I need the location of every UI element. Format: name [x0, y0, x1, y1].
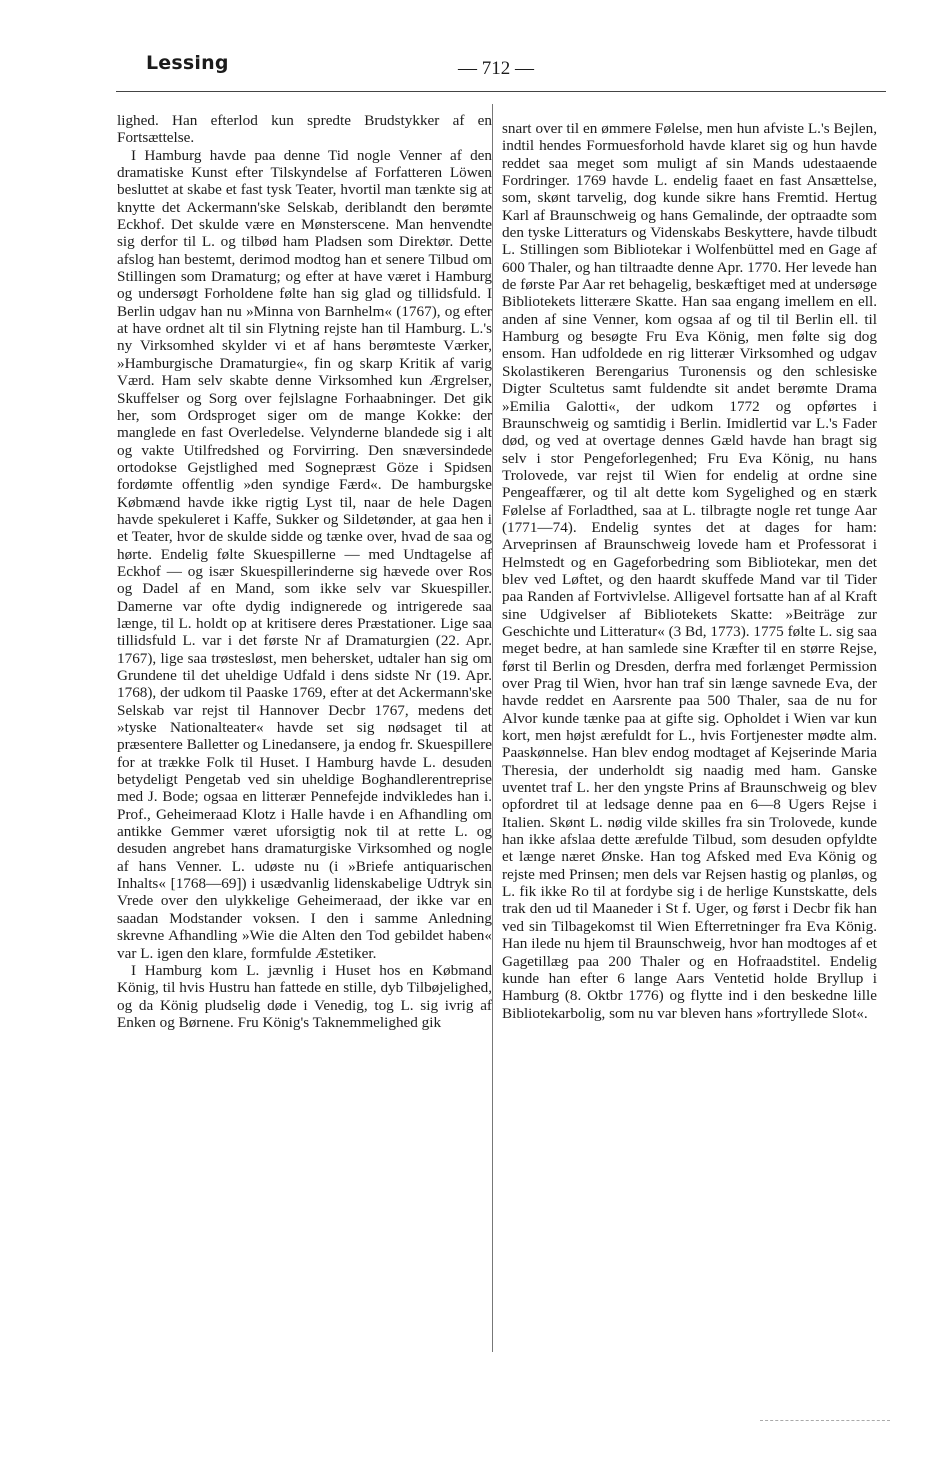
header-rule: [116, 91, 886, 92]
right-paragraph-1: snart over til en ømmere Følelse, men hun afviste L.'s Bejlen, indtil hendes Formuesforhold havde klaret sig og hun havde reddet saa meget som muligt af sin Mands udestaaende Fordringer. 1769 havde L. endelig faaet en fast Ansættelse, som, skønt tarvelig, dog kunde sikre hans Fremtid. Hertug Karl af Braunschweig og hans Gemalinde, der optraadte som den tyske Litteraturs og Videnskabs Beskyttere, havde tilbudt L. Stillingen som Bibliotekar i Wolfenbüttel med en Gage af 600 Thaler, og han tiltraadte denne Apr. 1770. Her levede han de første Par Aar ret behagelig, beskæftiget med at undersøge Bibliotekets litterære Skatte. Han saa engang imellem en ell. anden af sine Venner, kom ogsaa af og til til Berlin ell. til Hamburg og besøgte Fru Eva König, men følte sig dog ensom. Han udfoldede en rig litterær Virksomhed og udgav Skolastikeren Berengarius Turonensis og den schlesiske Digter Scultetus samt fuldendte sit andet berømte Drama »Emilia Galotti«, der udkom 1772 og opførtes i Braunschweig og samtidig i Berlin. Imidlertid var L.'s Fader død, og ved at overtage dennes Gæld havde han bragt sig selv i stor Pengeforlegenhed; Fru Eva König, nu hans Trolovede, var rejst til Wien for endelig at ordne sine Pengeaffærer, og til alt dette kom Sygelighed og en stærk Følelse af Forladthed, saa at L. tilbragte nogle ret tunge Aar (1771—74). Endelig syntes det at dages for ham: Arveprinsen af Braunschweig lovede ham et Professorat i Helmstedt og en Gageforbedring som Bibliotekar, men det blev ved Løftet, og den haardt skuffede Mand var til Tider paa Randen af Fortvivlelse. Alligevel fortsatte han af al Kraft sine Udgivelser af Bibliotekets Skatte: »Beiträge zur Geschichte und Litteratur« (3 Bd, 1773). 1775 følte L. sig saa meget bedre, at han samlede sine Kræfter til en større Rejse, først til Berlin og Dresden, derfra med forlænget Permission over Prag til Wien, hvor han traf sin længe savnede Eva, der havde reddet en Aarsrente paa 500 Thaler, saa de nu for Alvor kunde tænke paa at gifte sig. Opholdet i Wien var kun kort, men højst ærefuldt for L., hvis Fortjenester mødte alm. Paaskønnelse. Han blev endog modtaget af Kejserinde Maria Theresia, der underholdt sig naadig med ham. Ganske uventet traf L. her den yngste Prins af Braunschweig og blev opfordret til at ledsage denne paa en 6—8 Ugers Rejse i Italien. Skønt L. nødig vilde skilles fra sin Trolovede, kunde han ikke afslaa dette ærefulde Tilbud, som desuden opfyldte et længe næret Ønske. Han tog Afsked med Eva König og rejste med Prinsen; men dels var Rejsen hastig og planløs, og L. fik ikke Ro til at fordybe sig i de herlige Kunstskatte, dels trak den ud til Maaneder i St f. Uger, og først i Decbr fik han ved sin Tilbagekomst til Wien Efterretninger fra Eva König. Han ilede nu hjem til Braunschweig, hvor han modtoges af et Gagetillæg paa 200 Thaler og en Hofraadstitel. Endelig kunde han efter 6 lange Aars Ventetid holde Bryllup i Hamburg (8. Oktbr 1776) og flytte ind i den beskedne lille Bibliotekarbolig, som nu var bleven hans »fortryllede Slot«.: [502, 120, 877, 1022]
page-number: — 712 —: [458, 58, 534, 79]
column-divider: [492, 104, 493, 1352]
right-column: [502, 120, 877, 1360]
left-paragraph-1: lighed. Han efterlod kun spredte Brudstykker af en Fortsættelse.: [117, 112, 492, 147]
footer-rule: [760, 1420, 890, 1421]
left-paragraph-2: I Hamburg havde paa denne Tid nogle Venner af den dramatiske Kunst efter Tilskyndelse af Forfatteren Löwen besluttet at skabe et fast tysk Teater, hvortil man tænkte sig at knytte det Ackermann'ske Selskab, deriblandt den berømte Eckhof. Det skulde være en Mønsterscene. Man henvendte sig derfor til L. og tilbød ham Pladsen som Direktør. Dette afslog han bestemt, derimod modtog han et senere Tilbud om Stillingen som Dramaturg; og efter at have været i Hamburg og undersøgt Forholdene følte han sig glad og tillidsfuld. I Berlin udgav han nu »Minna von Barnhelm« (1767), og efter at have ordnet alt til sin Flytning rejste han til Hamburg. L.'s ny Virksomhed skylder vi et af hans berømteste Værker, »Hamburgische Dramaturgie«, fin og skarp Kritik af varig Værd. Ham selv skabte denne Virksomhed kun Ærgrelser, Skuffelser og Sorg over fejlslagne Forhaabninger. Det gik her, som Ordsproget siger om de mange Kokke: der manglede en fast Overledelse. Velynderne blandede sig i alt og vakte Utilfredshed og Forvirring. Den snæversindede ortodokse Gejstlighed med Sognepræst Göze i Spidsen fordømte offentlig »den syndige Færd«. De hamburgske Købmænd havde ikke rigtig Lyst til, naar de hele Dagen havde spekuleret i Kaffe, Sukker og Sildetønder, at gaa hen i et Teater, hvor de skulde sidde og tænke over, hvad de saa og hørte. Endelig følte Skuespillerne — med Undtagelse af Eckhof — og især Skuespillerinderne sig hævede over Ros og Dadel af en Mand, som ikke selv var Skuespiller. Damerne var ofte dydig indignerede og intrigerede saa længe, til L. holdt op at kritisere deres Præstationer. Lige saa tillidsfuld L. var i det første Nr af Dramaturgien (22. Apr. 1767), lige saa trøstesløst, men behersket, udtaler han sig om Grundene til det uheldige Udfald i dens sidste Nr (19. Apr. 1768), der udkom til Paaske 1769, efter at det Ackermann'ske Selskab var rejst til Hannover Decbr 1767, medens det »tyske Nationalteater« havde set sig nødsaget til at præsentere Balletter og Linedansere, ja endog fr. Skuespillere for at trække Folk til Huset. I Hamburg havde L. desuden betydeligt Pengetab ved sin uheldige Boghandlerentreprise med J. Bode; ogsaa en litterær Pennefejde indvikledes han i. Prof., Geheimeraad Klotz i Halle havde i en Afhandling om antikke Gemmer været uforsigtig nok til at rette L. og desuden angrebet hans dramaturgiske Virksomhed og nogle af hans Venner. L. udøste nu (i »Briefe antiquarischen Inhalts« [1768—69]) i usædvanlig lidenskabelige Udtryk sin Vrede over den ulykkelige Geheimeraad, der ikke var en saadan Modstander voksen. I den i samme Anledning skrevne Afhandling »Wie die Alten den Tod gebildet haben« var L. igen den klare, formfulde Æstetiker.: [117, 146, 492, 962]
page-header: [146, 52, 882, 92]
left-column: [117, 112, 492, 1352]
left-paragraph-3: I Hamburg kom L. jævnlig i Huset hos en Købmand König, til hvis Hustru han fattede en stille, dyb Tilbøjelighed, og da König pludselig døde i Venedig, tog L. sig ivrig af Enken og Børnene. Fru König's Taknemmelighed gik: [117, 961, 492, 1031]
running-head: Lessing: [146, 52, 229, 74]
